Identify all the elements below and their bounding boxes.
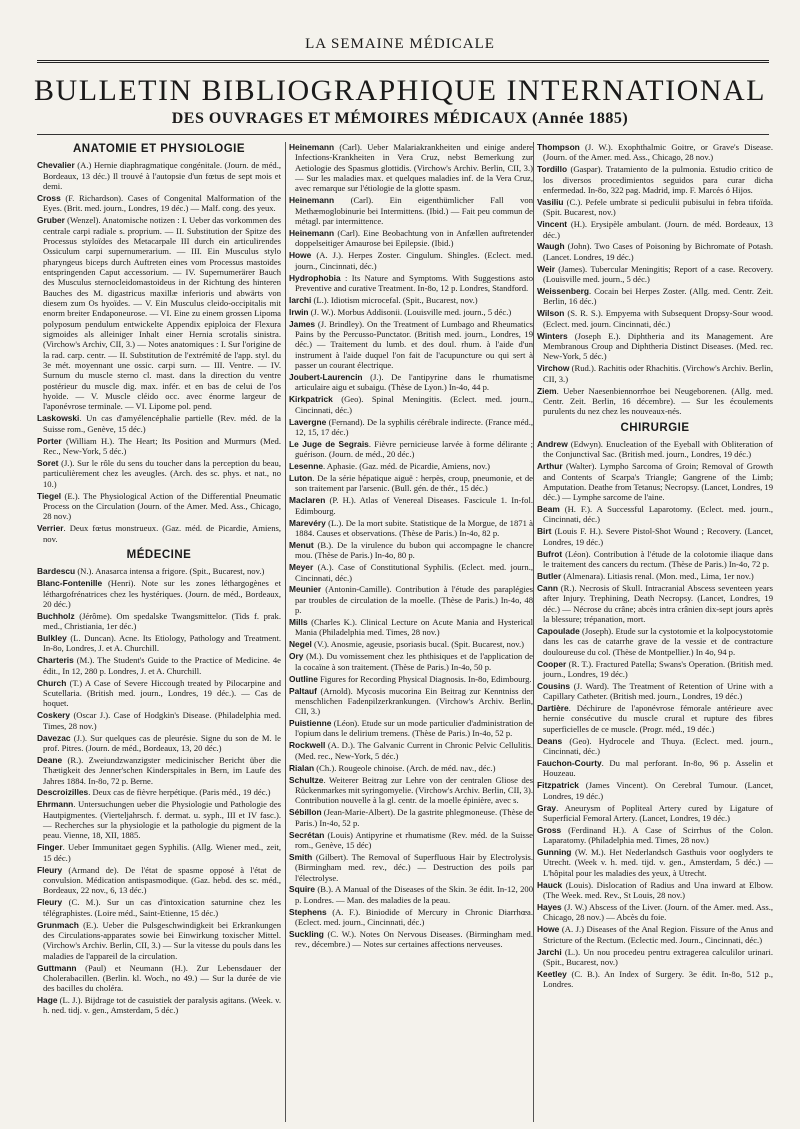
bibliography-entry (537, 847, 773, 878)
entry-citation: (E.). Ueber die Pulsgeschwindigkeit bei Erkrankungen des Circulations-apparates sowie bei Einwirkung toxischer Mittel. (Virchow's Archiv. Berlin, CII, 3.) — Sur la vitesse du pouls dans les maladies de l'appareil de la circulation. (43, 919, 281, 961)
entry-citation: (Edwyn). Enucleation of the Eyeball with Obliteration of the Conjunctival Sac. (British med. journ., Londres, 19 déc.) (543, 438, 773, 460)
bibliography-entry (537, 902, 773, 923)
entry-author: Irwin (289, 306, 309, 317)
bibliography-entry (37, 160, 281, 191)
bibliography-entry (537, 331, 773, 362)
entry-author: Meyer (289, 562, 314, 573)
entry-citation: (Ferdinand H.). A Case of Scirrhus of the Colon. Laparatomy. (Philadelphia med. Times, 28 nov.) (543, 824, 773, 846)
bibliography-entry (37, 678, 281, 709)
entry-author: Fitzpatrick (537, 780, 579, 791)
bibliography-entry (289, 639, 533, 649)
entry-author: Beam (537, 504, 560, 515)
entry-author: Lavergne (289, 416, 327, 427)
entry-citation: . Cocain bei Herpes Zoster. (Allg. med. Centr. Zeit. Berlin, 16 déc.) (543, 286, 773, 307)
page-subtitle: DES OUVRAGES ET MÉMOIRES MÉDICAUX (Année 1885) (171, 110, 629, 127)
entry-citation: (J. Brindley). On the Treatment of Lumbago and Rheumatics Pains by the Percusso-Punctator. (British med. journ., Londres, 19 déc.) — Traitement du lumb. et des doul. rhum. à l'aide d'un instrument à l'aide duquel l'on fait de l'acupuncture ou qui sert à passer un courant électrique. (295, 318, 533, 371)
entry-author: Descroizilles (37, 787, 89, 798)
bibliography-entry (537, 758, 773, 779)
entry-citation: (J. W.). Exophthalmic Goitre, or Grave's Disease. (Journ. of the Amer. med. Ass., Chicago, 28 nov.) (543, 142, 773, 163)
entry-author: Thompson (537, 142, 580, 152)
entry-author: Menut (289, 539, 314, 550)
entry-citation: (L. J.). Bijdrage tot de casuistiek der paralysis agitans. (Week. v. h. ned. tidj. v. gen., Amsterdam, 5 déc.) (43, 995, 281, 1016)
bibliography-entry (537, 924, 773, 945)
entry-author: Gunning (537, 847, 572, 858)
entry-author: Church (37, 677, 67, 688)
entry-author: Ehrmann (37, 799, 74, 810)
entry-citation: (Geo). Hydrocele and Thuya. (Eclect. med. journ., Cincinnati, déc.) (543, 735, 773, 757)
entry-citation: (J.). De l'antipyrine dans le rhumatisme articulaire aigu et subaigu. (Thèse de Lyon.) In-4o, 44 p. (295, 371, 533, 393)
entry-citation: . Aphasie. (Gaz. méd. de Picardie, Amiens, nov.) (322, 461, 490, 472)
bibliography-entry (37, 413, 281, 434)
bibliography-entry (289, 195, 533, 226)
bibliography-entry (537, 164, 773, 195)
entry-author: Arthur (537, 461, 563, 472)
entry-citation: (Paul) et Neumann (H.). Zur Lebensdauer der Cholerabacillen. (Berlin. kl. Woch., no 49.) — Sur la durée de vie des bacilles du choléra. (43, 962, 281, 994)
bibliography-entry (289, 540, 533, 561)
entry-author: Cousins (537, 680, 571, 691)
column-3 (533, 142, 773, 1122)
section-title: ANATOMIE ET PHYSIOLOGIE (72, 143, 246, 155)
entry-citation: . De la série hépatique aiguë : herpès, croup, pneumonie, et de son traitement par l'arsenic. (Bull. gén. de thér., 15 déc.) (295, 473, 533, 494)
bibliography-entry (37, 842, 281, 863)
entry-author: Kirkpatrick (289, 394, 333, 405)
bibliography-entry (289, 461, 533, 471)
entry-author: Sébillon (289, 807, 322, 818)
entry-citation: (R. T.). Fractured Patella; Swans's Operation. (British med. journ., Londres, 19 déc.) (543, 658, 773, 679)
bibliography-entry (537, 947, 773, 968)
bibliography-entry (537, 969, 773, 990)
entry-citation: (C. M.). Sur un cas d'intoxication saturnine chez les télégraphistes. (Loire méd., Saint-Etienne, 15 déc.) (43, 897, 281, 918)
bibliography-entry (537, 571, 773, 581)
entry-citation: (Arnold). Mycosis mucorina Ein Beitrag zur Kenntniss der menschlichen Fadenpilzerkrankungen. (Virchow's Archiv. Berlin, CII, 3.) (295, 685, 533, 717)
bibliography-entry (289, 142, 533, 194)
bibliography-entry (37, 458, 281, 489)
entry-author: Luton (289, 473, 313, 484)
entry-citation: (Henri). Note sur les zones léthargogènes et léthargofrénatrices chez les hystériques. (Journ. de méd., Bordeaux, 20 déc.) (43, 578, 281, 609)
entry-author: Iarchi (289, 294, 312, 305)
entry-author: Schultze (289, 774, 324, 785)
entry-author: Jarchi (537, 946, 562, 957)
bibliography-entry (37, 491, 281, 522)
bibliography-entry (289, 372, 533, 393)
bibliography-entry (37, 920, 281, 961)
entry-citation: (B.). A Manual of the Diseases of the Skin. 3e édit. In-12, 200 p. Londres. — Man. des maladies de la peau. (295, 884, 533, 905)
entry-author: Ziem (537, 385, 557, 396)
entry-author: Bufrot (537, 548, 563, 559)
entry-author: Vincent (537, 219, 568, 230)
entry-citation: (A.). Case of Constitutional Syphilis. (Eclect. med. journ., Cincinnati, déc.) (295, 562, 533, 583)
bibliography-entry (289, 929, 533, 950)
entry-author: Outline (289, 673, 318, 684)
entry-author: Cooper (537, 658, 567, 669)
entry-author: Gross (537, 824, 562, 835)
entry-citation: (James). Tubercular Meningitis; Report of a case. Recovery. (Louisville med. journ., 5 déc.) (543, 263, 773, 285)
entry-citation: (Gilbert). The Removal of Superfluous Hair by Electrolysis. (Birmingham med. rev., déc.) — Destruction des poils par l'électrolyse. (295, 851, 533, 883)
bibliography-entry (289, 319, 533, 371)
bibliography-entry (289, 417, 533, 438)
entry-citation: (William H.). The Heart; Its Position and Murmurs (Med. Rec., New-York, 5 déc.) (43, 435, 281, 456)
entry-citation: (Carl). Eine Beobachtung von in Anfællen auftretender doppelseitiger Amaurose bei Epilepsie. (Ibid.) (295, 227, 533, 249)
section-title: CHIRURGIE (620, 421, 690, 434)
entry-author: Stephens (289, 906, 327, 917)
entry-author: Ory (289, 651, 304, 662)
entry-citation: (Charles K.). Clinical Lecture on Acute Mania and Hysterical Mania (Philadelphia med. Times, 28 nov.) (295, 617, 533, 638)
bibliography-entry (37, 733, 281, 754)
bibliography-entry (289, 718, 533, 739)
entry-citation: (H.). Erysipèle ambulant. (Journ. de méd. Bordeaux, 13 déc.) (543, 219, 773, 240)
entry-citation: . Weiterer Beitrag zur Lehre von der centralen Gliose des Rückenmarkes mit syringomyelie. (Virchow's Archiv. Berlin, CII, 3). Contribution nouvelle à la gl. centr. de la moelle épinière, avec s. (295, 774, 533, 806)
bibliography-entry (537, 386, 773, 417)
entry-citation: (C. B.). An Index of Surgery. 3e édit. In-8o, 512 p., Londres. (543, 968, 773, 990)
bibliography-entry (37, 963, 281, 994)
entry-author: Virchow (537, 363, 570, 374)
entry-author: Coskery (37, 710, 71, 721)
entry-citation: (Geo). Spinal Meningitis. (Eclect. med. journ., Cincinnati, déc.) (295, 394, 533, 415)
entry-citation: (J. W.). Morbus Addisonii. (Louisville med. journ., 5 déc.) (308, 306, 512, 317)
bibliography-entry (289, 775, 533, 806)
entry-author: Davezac (37, 732, 71, 743)
entry-citation: (Louis). Dislocation of Radius and Una inward at Elbow. (The Week. med. Rev., St Louis, 28 nov.) (543, 879, 773, 901)
entry-author: Bulkley (37, 633, 67, 644)
entry-citation: (Louis) Antipyrine et rhumatisme (Rev. méd. de la Suisse rom., Genève, 15 déc) (295, 829, 533, 850)
bibliography-entry (289, 394, 533, 415)
bibliography-entry (37, 578, 281, 609)
entry-author: Soret (37, 457, 59, 468)
entry-citation: (P. H.). Atlas of Venereal Diseases. Fascicule 1. In-fol. Edimbourg. (295, 495, 533, 516)
header-rule (37, 60, 769, 63)
entry-author: Rialan (289, 762, 315, 773)
bibliography-entry (289, 884, 533, 905)
entry-citation: Figures for Recording Physical Diagnosis. In-8o, Edimbourg. (317, 673, 532, 684)
entry-citation: (F. Richardson). Cases of Congenital Malformation of the Eyes. (Brit. med. journ., Londres, 19 déc.) — Malf. cong. des yeux. (43, 192, 281, 214)
entry-author: Meunier (289, 584, 322, 595)
entry-citation: (J.). Sur le rôle du sens du toucher dans la perception du beau, particulièrement chez les aveugles. (Arch. des sc. phys. et nat., no 10.) (43, 457, 281, 489)
entry-author: James (289, 318, 316, 329)
entry-citation: . Déchirure de l'aponévrose fémorale antérieure avec hernie consécutive du muscle crural et rupture des fibres superficielles de ce muscle. (Progr. méd., 19 déc.) (543, 703, 773, 734)
entry-citation: (L.). Un nou procedeu pentru extragerea calculilor urinari. (Spit., Bucarest, nov.) (543, 946, 773, 967)
entry-citation: . Deux fœtus monstrueux. (Gaz. méd. de Picardie, Amiens, nov. (43, 523, 281, 544)
bibliography-entry (537, 549, 773, 570)
entry-citation: (C.). Pefele umbrate si pediculii pubisului in febra tifoïda. (Spit. Bucarest, nov.) (543, 196, 773, 218)
entry-citation: (Joseph). Etude sur la cystotomie et la kolpocystotomie dans les cas de catarrhe grave de la vessie et de contracture douloureuse du col. (Thèse de Montpellier.) In 4o, 94 p. (543, 625, 773, 657)
bibliography-entry (289, 562, 533, 583)
column-1 (37, 142, 281, 1122)
entry-author: Deane (37, 754, 63, 765)
entry-citation: (Carl). Ueber Malariakrankheiten und einige andere Infections-Krankheiten in Vera Cruz, nebst Bemerkung zur Aetiologie des Spasmus glottidis. (Virchow's Archiv. Berlin, CII, 3.) — Sur les maladies max. et quelques maladies inf. de la Vera Cruz, avec remarque sur l'étiologie de la glotte spasm. (295, 142, 533, 194)
entry-author: Guttmann (37, 962, 77, 973)
entry-author: Deans (537, 735, 563, 746)
entry-author: Finger (37, 842, 63, 853)
entry-citation: (Joseph E.). Diphtheria and its Management. Are Membranous Croup and Diphtheria Distinct Diseases. (Med. rec. New-York, 5 déc.) (543, 330, 773, 362)
bibliography-entry (537, 286, 773, 307)
bibliography-entry (289, 852, 533, 883)
bibliography-entry (37, 865, 281, 896)
entry-citation: (E.). The Physiological Action of the Differential Pneumatic Process on the Circulation (Journ. of the Amer. Med. Ass., Chicago, 28 nov.) (43, 490, 281, 522)
bibliography-entry (537, 197, 773, 218)
entry-citation: (Léon). Etude sur un mode particulier d'administration de l'opium dans le delirium tremens. (Thèse de Paris.) In-4o, 52 p. (295, 718, 533, 739)
running-head: LA SEMAINE MÉDICALE (305, 36, 495, 52)
entry-citation: (Jean-Marie-Albert). De la gastrite phlegmoneuse. (Thèse de Paris.) In-4o, 52 p. (295, 807, 533, 828)
entry-citation: (Louis F. H.). Severe Pistol-Shot Wound ; Recovery. (Lancet, Londres, 19 déc.) (543, 526, 773, 547)
entry-citation: (B.). De la virulence du bubon qui accompagne le chancre mou. (Thèse de Paris.) In-4o, 80 p. (295, 539, 533, 561)
entry-citation: (M.). Du vomissement chez les phthisiques et de l'application de la cocaïne à son traitement. (Thèse de Paris.) In-4o, 50 p. (295, 651, 533, 672)
bibliography-entry (289, 584, 533, 615)
entry-citation: (John). Two Cases of Poisoning by Bichromate of Potash. (Lancet. Londres, 19 déc.) (543, 241, 773, 262)
entry-author: Vasiliu (537, 196, 564, 207)
bibliography-entry (289, 439, 533, 460)
bibliography-entry (537, 219, 773, 240)
entry-citation: (S. R. S.). Empyema with Subsequent Dropsy-Sour wood. (Eclect. med. journ. Cincinnati, déc.) (543, 308, 773, 329)
entry-citation: (A. J.) Diseases of the Anal Region. Fissure of the Anus and Stricture of the Rectum. (Eclectic med. Journ., Cincinnati, déc.) (543, 924, 773, 945)
entry-author: Suckling (289, 929, 324, 939)
entry-citation: (W. M.). Het Nederlandsch Gasthuis voor ooglyders te Utrecht. (Week v. h. med. tijd. v. gen., Amsterdam, 5 déc.) — L'hôpital pour les maladies des yeux, à Utrecht. (543, 847, 773, 878)
entry-citation: (R.). Necrosis of Skull. Intracranial Abscess seventeen years after Injury. Trephining, Death Necropsy. (Lancet, Londres, 19 déc.) — Nécrose du crâne; abcès intra crânien dix-sept jours après la blessure; trépanation, mort. (543, 582, 773, 624)
bibliography-entry (537, 142, 773, 163)
entry-citation: (Carl). Ein eigenthümlicher Fall von Methæmoglobinurie bei Intermittens. (Ibid.) — Fait peu commun de métagl. par intermittence. (295, 195, 533, 226)
entry-citation: (H. F.). A Successful Laparotomy. (Eclect. med. journ., Cincinnati, déc.) (543, 504, 773, 525)
entry-author: Tiegel (37, 490, 62, 501)
bibliography-entry (289, 307, 533, 317)
entry-citation: . Ueber Immunitaet gegen Syphilis. (Allg. Wiener med., zeit, 15 déc.) (43, 842, 281, 863)
entry-citation: (J.). Sur quelques cas de pleurésie. Signe du son de M. le prof. Pitres. (Journ. de méd., Bordeaux, 13, 20 déc.) (43, 732, 281, 753)
entry-author: Hayes (537, 902, 562, 912)
entry-author: Capoulade (537, 625, 580, 636)
bibliography-entry (289, 295, 533, 305)
entry-citation: (Ch.). Rougeole chinoise. (Arch. de méd. nav., déc.) (314, 762, 496, 773)
bibliography-entry (289, 228, 533, 249)
entry-citation: (Jérôme). Om spedalske Twangsmittelor. (Tids f. prak. med., Christiania, 1er déc.) (43, 610, 281, 632)
entry-citation: (A. D.). The Galvanic Current in Chronic Pelvic Cellulitis. (Med. rec., New-York, 5 déc.) (295, 740, 533, 761)
entry-author: Lesenne (289, 461, 323, 472)
entry-author: Secrétan (289, 829, 325, 840)
entry-author: Waugh (537, 241, 565, 252)
page-title: BULLETIN BIBLIOGRAPHIQUE INTERNATIONAL (34, 74, 766, 107)
bibliography-entry (289, 830, 533, 851)
entry-citation: (A. J.). Herpes Zoster. Cingulum. Shingles. (Eclect. med. journ., Cincinnati, déc.) (295, 250, 533, 271)
entry-citation: . Ueber Naesenbiennorrhoe bei Neugeborenen. (Allg. med. Centr. Zeit. Berlin, 16 décembre). — Sur les écoulements purulents du nez chez les nouveaux-nés. (543, 385, 773, 417)
subtitle-rule (37, 134, 769, 135)
entry-citation: (Wenzel). Anatomische notizen : I. Ueber das vorkommen des centrale carpi radiale s. proprium. — II. Substitution der Spitze des Processus styloïdes des Metacarpale III durch ein articulirendes Ossiculum carpi supernumerarium. — III. Ein Musculus stylo pharyngeus biceps durch Auftreten eines vom Processus mastoides entspringenden Caput accessorium. — IV. Supernumerärer Bauch des Musculus sternocleidomastoideus in der Richtung des hinteren Bauches des M. digastricus maxillæ inferioris und abwärts von diesem zum Os hyoïdes. — V. Ein Musculus cleido-occipitalis mit enorm breiter Endaponeurose. — VI. Eine zu einem grossen Lipoma polyposum pendulum entwickelte Appendix epiploica der Flexura sigmoides als alleiniger Inhalt einer Hernia scrotalis sinistra. (Virchow's Archiv, CII, 3.) — Notes anatomiques : I. Sur l'origine de la rad. carp. centr. — II. Substitution de l'extrémité de l'app. styl. du 3e mét. moyennant une ossic. carpi surn. — III. Ventre. — IV. Surnum du muscle sterno cl. mast. dans la direction du ventre postérieur du muscle dig. max. infér. et en bas de celui de l'os hyoïde. — V. Muscle cléido occ. avec énorme largeur de l'aponévrose terminale. — VI. Lipome pol. pend. (43, 215, 281, 412)
entry-citation: (C. W.). Notes On Nervous Diseases. (Birmingham med. rev., décembre.) — Notes sur certaines affections nerveuses. (295, 929, 533, 950)
entry-author: Hage (37, 995, 58, 1006)
entry-author: Smith (289, 851, 313, 862)
bibliography-entry (37, 897, 281, 918)
entry-citation: . Aneurysm of Popliteal Artery cured by Ligature of Superficial Femoral Artery. (Lancet, Londres, 19 déc.) (543, 802, 773, 823)
entry-author: Wilson (537, 308, 565, 319)
bibliography-entry (537, 439, 773, 460)
entry-citation: . Du mal perforant. In-8o, 96 p. Asselin et Houzeau. (543, 757, 773, 779)
bibliography-entry (537, 461, 773, 502)
entry-author: Fauchon-Courty (537, 757, 602, 768)
entry-author: Squire (289, 884, 316, 895)
entry-author: Weir (537, 263, 555, 274)
bibliography-entry (37, 995, 281, 1016)
entry-author: Heinemann (289, 142, 335, 152)
bibliography-entry (37, 755, 281, 786)
entry-author: Cann (537, 582, 558, 593)
entry-author: Blanc-Fontenille (37, 578, 103, 589)
bibliography-entry (537, 583, 773, 624)
entry-citation: (M.). The Student's Guide to the Practice of Medicine. 4e édit., In 12, 280 p. Londres, J. et A. Churchill. (43, 655, 281, 676)
entry-citation: (L.). De la mort subite. Statistique de la Morgue, de 1871 à 1884. Causes et observations. (Thèse de Paris.) In-4o, 82 p. (295, 517, 533, 538)
bibliography-entry (289, 273, 533, 294)
entry-citation: (Antonin-Camille). Contribution à l'étude des paraplégies par troubles de circulation de la moelle. (Thèse de Paris.) In-4o, 48 p. (295, 584, 533, 616)
entry-author: Andrew (537, 438, 568, 449)
bibliography-entry (537, 659, 773, 680)
bibliography-entry (537, 526, 773, 547)
entry-citation: (L.). Idiotism microcefal. (Spit., Bucarest, nov.) (311, 294, 478, 305)
entry-author: Laskowski (37, 413, 80, 424)
bibliography-entry (537, 825, 773, 846)
bibliography-entry (37, 655, 281, 676)
entry-author: Porter (37, 435, 62, 446)
column-2 (285, 142, 533, 1122)
entry-author: Heinemann (289, 195, 335, 206)
entry-citation: (Oscar J.). Case of Hodgkin's Disease. (Philadelphia med. Times, 28 nov.) (43, 710, 281, 731)
entry-citation: . Deux cas de fièvre herpétique. (Paris méd., 19 déc.) (88, 787, 271, 798)
bibliography-entry (289, 674, 533, 684)
entry-author: Tordillo (537, 164, 568, 175)
entry-citation: (N.). Anasarca intensa a frigore. (Spit., Bucarest, nov.) (75, 566, 265, 577)
entry-citation: (J. W.) Abscess of the Liver. (Journ. of the Amer. med. Ass., Chicago, 28 nov.) — Abcès du foie. (543, 902, 773, 923)
bibliography-entry (37, 710, 281, 731)
entry-citation: (R.). Zweiundzwanzigster medicinischer Bericht über die Thætigkeit des Jenner'schen Kinderspitales in Bern, im Laufe des Jahres 1884. In-8o, 72 p. Berne. (43, 754, 281, 786)
bibliography-entry (289, 807, 533, 828)
entry-author: Hauck (537, 879, 563, 890)
bibliography-entry (289, 495, 533, 516)
entry-author: Howe (537, 924, 560, 935)
entry-author: Dartière (537, 703, 569, 714)
bibliography-entry (37, 523, 281, 544)
bibliography-entry (37, 633, 281, 654)
entry-citation: . Un cas d'amyélencéphalie partielle (Rev. méd. de la Suisse rom., Genève, 15 déc.) (43, 413, 281, 434)
entry-citation: . Fièvre pernicieuse larvée à forme délirante ; guérison. (Journ. de méd., 20 déc.) (295, 438, 533, 460)
bibliography-entry (37, 566, 281, 576)
entry-author: Negel (289, 639, 312, 650)
entry-citation: (Gaspar). Tratamiento de la pulmonia. Estudio critico de los diversos procedimientos seguidos para curar dicha enfermedad. In-8o, 322 pag. Madrid, imp. F. Marcés ó Hijos. (543, 164, 773, 195)
entry-citation: (J. Ward). The Treatment of Retention of Urine with a Capillary Catheter. (British med. journ., Londres, 19 déc.) (543, 680, 773, 702)
bibliography-entry (289, 250, 533, 271)
bibliography-entry (537, 241, 773, 262)
bibliography-entry (537, 264, 773, 285)
entry-author: Grunmach (37, 919, 79, 930)
bibliography-entry (289, 763, 533, 773)
bibliography-entry (37, 193, 281, 214)
entry-author: Rockwell (289, 740, 326, 751)
entry-citation: (Walter). Lympho Sarcoma of Groin; Removal of Growth and Contents of Scarpa's Triangle; Gangrene of the Limb; Amputation. Deathe from Tetanus; Necropsy. (Lancet, Londres, 19 déc.) — Lymphe sarcome de l'aine. (543, 461, 773, 503)
bibliography-entry (37, 436, 281, 457)
bibliography-entry (289, 907, 533, 928)
bibliography-entry (37, 611, 281, 632)
entry-citation: : Its Nature and Symptoms. With Suggestions asto Preventive and curative Treatment. In-8o, 12 p. Londres, Standford. (295, 272, 533, 293)
entry-author: Howe (289, 250, 312, 261)
bibliography-entry (537, 681, 773, 702)
entry-citation: (L. Duncan). Acne. Its Etiology, Pathology and Treatment. In-8o, Londres, J. et A. Churchill. (43, 633, 281, 654)
entry-author: Heinemann (289, 227, 335, 238)
entry-author: Gruber (37, 215, 65, 226)
bibliography-entry (289, 473, 533, 494)
bibliography-entry (537, 703, 773, 734)
entry-author: Bardescu (37, 566, 76, 577)
entry-author: Cross (37, 192, 61, 203)
bibliography-entry (289, 740, 533, 761)
entry-author: Gray (537, 802, 557, 813)
entry-author: Birt (537, 526, 552, 537)
entry-author: Butler (537, 570, 562, 581)
bibliography-entry (537, 308, 773, 329)
entry-citation: (T.) A Case of Severe Hiccough treated by Pilocarpine and Scutellaria. (British med. journ., Londres, 19 déc.). — Cas de hoquet. (43, 677, 281, 709)
entry-author: Maclaren (289, 495, 326, 506)
entry-author: Keetley (537, 968, 567, 979)
bibliography-entry (37, 799, 281, 840)
entry-author: Puistienne (289, 718, 332, 729)
bibliography-entry (537, 504, 773, 525)
bibliography-entry (289, 617, 533, 638)
entry-author: Weissenberg (537, 286, 589, 297)
entry-author: Verrier (37, 523, 64, 534)
entry-author: Le Juge de Segrais (289, 438, 369, 449)
bibliography-entry (289, 686, 533, 717)
bibliography-entry (537, 880, 773, 901)
entry-citation: . Untersuchungen ueber die Physiologie und Pathologie des Hautpigmentes. (Vierteljahrsch. f. dermat. u. syph., III et IV fasc.). — Recherches sur la physiologie et la pathologie du pigment de la peau. Vienne, 18, XII, 1885. (43, 799, 281, 841)
entry-citation: (Léon). Contribution à l'étude de la colotomie iliaque dans le traitement des cancers du rectum. (Thèse de Paris.) In-4o, 72 p. (543, 548, 773, 570)
entry-author: Charteris (37, 655, 74, 666)
bibliography-entry (289, 518, 533, 539)
entry-author: Marevéry (289, 517, 326, 528)
bibliography-entry (289, 651, 533, 672)
entry-author: Winters (537, 330, 568, 341)
entry-author: Hydrophobia (289, 272, 341, 283)
entry-citation: (Fernand). De la syphilis cérébrale indirecte. (France méd., 12, 15, 17 déc.) (295, 416, 533, 437)
entry-author: Fleury (37, 864, 63, 875)
bibliography-entry (37, 787, 281, 797)
entry-author: Chevalier (37, 160, 75, 171)
entry-citation: (James Vincent). On Cerebral Tumour. (Lancet, Londres, 19 déc.) (543, 780, 773, 801)
entry-author: Mills (289, 617, 308, 628)
entry-citation: (Rud.). Rachitis oder Rhachitis. (Virchow's Archiv. Berlin, CII, 3.) (543, 363, 773, 384)
bibliography-entry (37, 215, 281, 412)
entry-author: Paltauf (289, 685, 317, 696)
entry-citation: (A.) Hernie diaphragmatique congénitale. (Journ. de méd., Bordeaux, 13 déc.) Il trouvé à l'autopsie d'un fœtus de sept mois et demi. (43, 160, 281, 192)
entry-citation: (Almenara). Litiasis renal. (Mon. med., Lima, 1er nov.) (561, 570, 754, 581)
bibliography-entry (537, 803, 773, 824)
bibliography-entry (537, 736, 773, 757)
entry-author: Fleury (37, 897, 63, 908)
bibliography-entry (537, 626, 773, 657)
entry-author: Buchholz (37, 610, 75, 621)
entry-citation: (Armand de). De l'état de spasme opposé à l'état de convulsion. Médication antispasmodique. (Gaz. hebd. des sc. méd., Bordeaux, 22 nov., 6, 13 déc.) (43, 864, 281, 896)
entry-citation: (A. F.). Biniodide of Mercury in Chronic Diarrhœa. (Eclect. med. journ., Cincinnati, déc.) (295, 906, 533, 928)
entry-author: Joubert-Laurencin (289, 371, 363, 382)
bibliography-entry (537, 363, 773, 384)
entry-citation: (V.). Anosmie, ageusie, psoriasis bucal. (Spit. Bucarest, nov.) (311, 639, 524, 650)
section-title: MÉDECINE (126, 548, 192, 561)
bibliography-entry (537, 780, 773, 801)
